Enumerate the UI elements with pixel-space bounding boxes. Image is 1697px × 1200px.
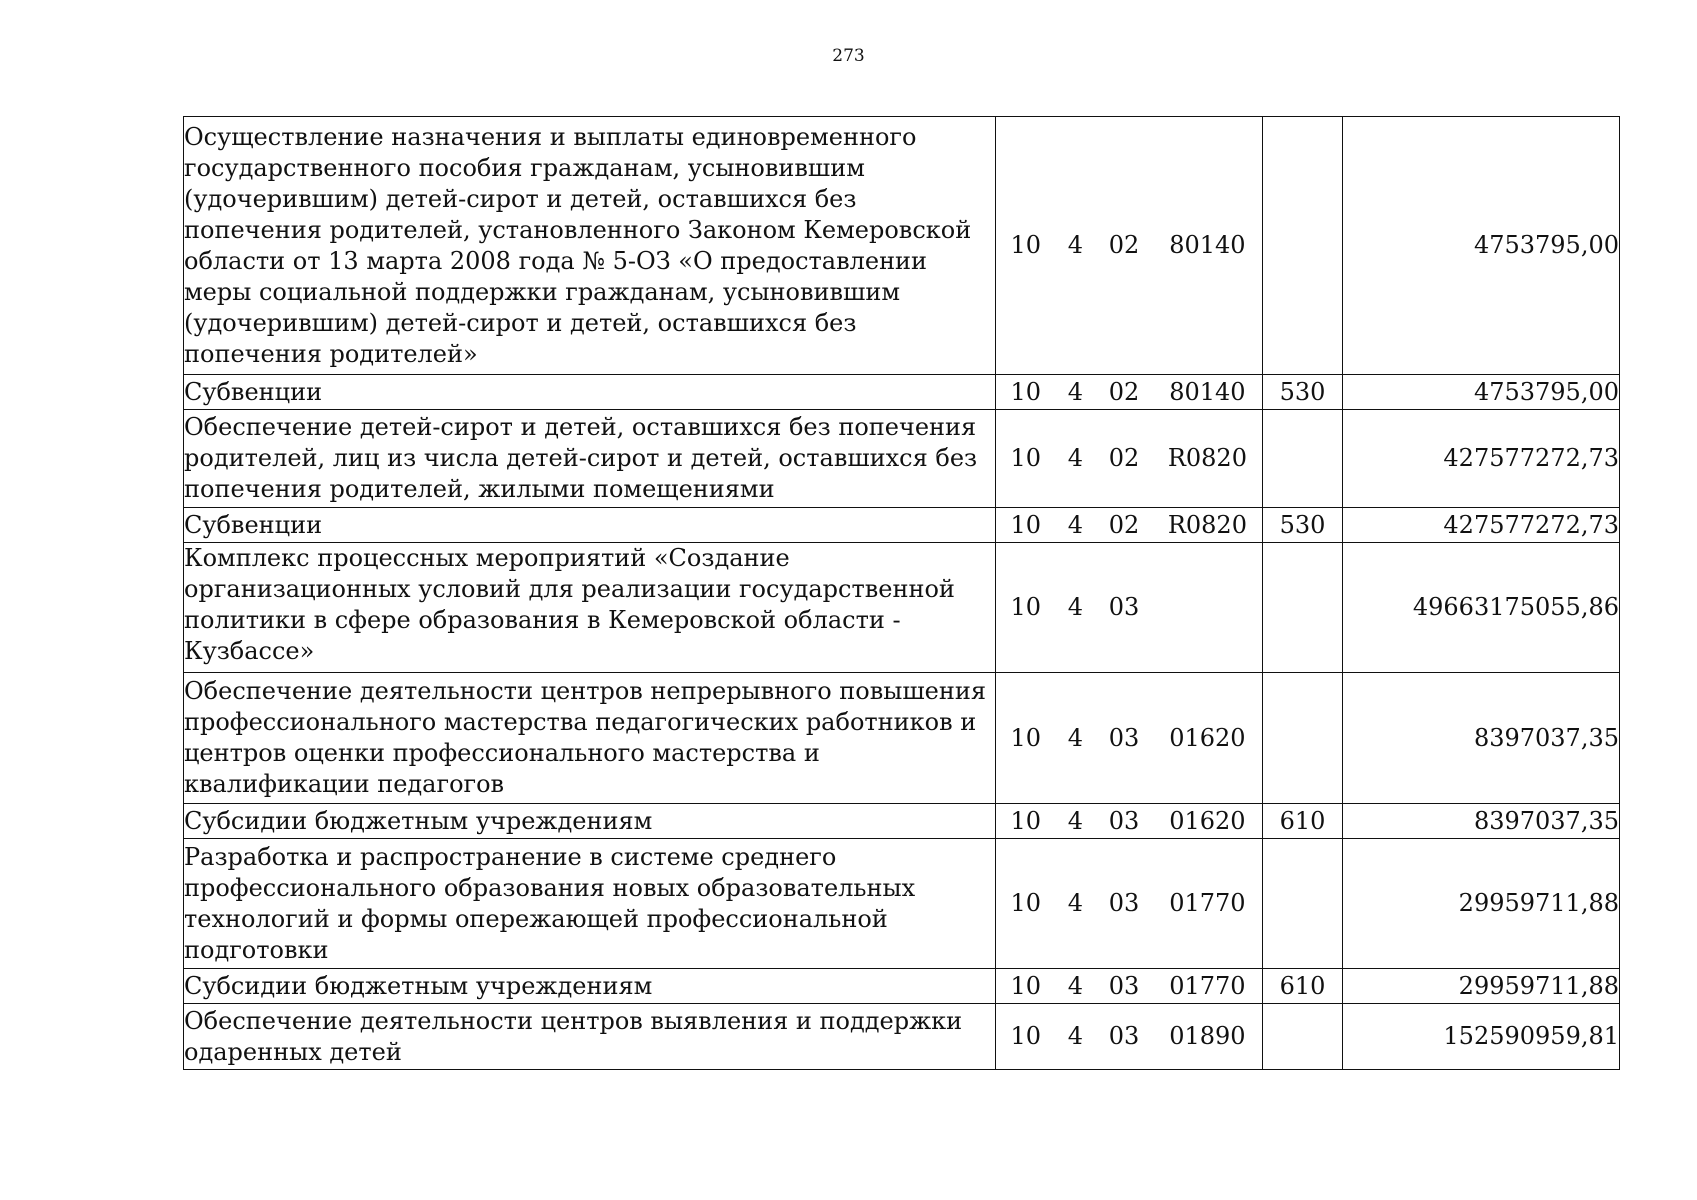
table-row [184, 839, 1620, 969]
page-number: 273 [832, 46, 865, 66]
row-name: Комплекс процессных мероприятий «Создание организационных условий для реализации государственной политики в сфере образования в Кемеровской области - Кузбассе» [184, 543, 996, 673]
direction-code: 01770 [1169, 971, 1246, 1000]
expense-type-code: 530 [1263, 375, 1343, 410]
program-code: 03 [1108, 1022, 1140, 1050]
subsection-code: 4 [1067, 593, 1084, 621]
direction-code: R0820 [1167, 444, 1247, 472]
program-code: 02 [1108, 231, 1140, 259]
amount: 29959711,88 [1343, 969, 1620, 1004]
direction-code: 80140 [1169, 231, 1246, 259]
expense-type-code [1263, 410, 1343, 508]
amount: 4753795,00 [1343, 117, 1620, 375]
expense-type-code [1263, 543, 1343, 673]
amount: 8397037,35 [1343, 804, 1620, 839]
row-name: Обеспечение детей-сирот и детей, оставшихся без попечения родителей, лиц из числа детей-сирот и детей, оставшихся без попечения родителей, жилыми помещениями [184, 410, 996, 508]
amount: 427577272,73 [1343, 410, 1620, 508]
direction-code: 80140 [1169, 377, 1246, 406]
direction-code: R0820 [1167, 510, 1247, 539]
row-name: Обеспечение деятельности центров выявления и поддержки одаренных детей [184, 1004, 996, 1070]
row-codes [996, 543, 1263, 673]
row-codes [996, 839, 1263, 969]
direction-code: 01770 [1169, 889, 1246, 917]
amount: 152590959,81 [1343, 1004, 1620, 1070]
row-codes [996, 375, 1263, 410]
row-name: Субвенции [184, 508, 996, 543]
amount: 8397037,35 [1343, 673, 1620, 804]
table-row [184, 543, 1620, 673]
direction-code: 01620 [1169, 723, 1246, 752]
subsection-code: 4 [1067, 971, 1084, 1000]
subsection-code: 4 [1067, 889, 1084, 917]
expense-type-code [1263, 117, 1343, 375]
subsection-code: 4 [1067, 1022, 1084, 1050]
subsection-code: 4 [1067, 806, 1084, 835]
program-code: 03 [1108, 806, 1140, 835]
program-code: 02 [1108, 377, 1140, 406]
direction-code: 01620 [1169, 806, 1246, 835]
table-row [184, 804, 1620, 839]
table-row [184, 410, 1620, 508]
row-codes [996, 410, 1263, 508]
direction-code: 01890 [1169, 1022, 1246, 1050]
table-row [184, 1004, 1620, 1070]
row-name: Субсидии бюджетным учреждениям [184, 804, 996, 839]
amount: 49663175055,86 [1343, 543, 1620, 673]
row-codes [996, 804, 1263, 839]
expense-type-code [1263, 673, 1343, 804]
program-code: 03 [1108, 971, 1140, 1000]
subsection-code: 4 [1067, 377, 1084, 406]
section-code: 10 [1010, 971, 1042, 1000]
expense-type-code: 610 [1263, 804, 1343, 839]
subsection-code: 4 [1067, 231, 1084, 259]
program-code: 03 [1108, 889, 1140, 917]
table-row [184, 673, 1620, 804]
table-row [184, 508, 1620, 543]
program-code: 02 [1108, 444, 1140, 472]
amount: 427577272,73 [1343, 508, 1620, 543]
section-code: 10 [1010, 889, 1042, 917]
expense-type-code [1263, 1004, 1343, 1070]
section-code: 10 [1010, 510, 1042, 539]
section-code: 10 [1010, 231, 1042, 259]
row-name: Субвенции [184, 375, 996, 410]
section-code: 10 [1010, 806, 1042, 835]
program-code: 02 [1108, 510, 1140, 539]
row-codes [996, 117, 1263, 375]
table-row [184, 375, 1620, 410]
amount: 29959711,88 [1343, 839, 1620, 969]
section-code: 10 [1010, 1022, 1042, 1050]
section-code: 10 [1010, 444, 1042, 472]
expense-type-code: 610 [1263, 969, 1343, 1004]
section-code: 10 [1010, 723, 1042, 752]
table-row [184, 969, 1620, 1004]
row-codes [996, 673, 1263, 804]
section-code: 10 [1010, 593, 1042, 621]
subsection-code: 4 [1067, 510, 1084, 539]
expense-type-code: 530 [1263, 508, 1343, 543]
row-name: Осуществление назначения и выплаты единовременного государственного пособия гражданам, усыновившим (удочерившим) детей-сирот и детей, оставшихся без попечения родителей, установленного Законом Кемеровской области от 13 марта 2008 года № 5-ОЗ «О предоставлении меры социальной поддержки гражданам, усыновившим (удочерившим) детей-сирот и детей, оставшихся без попечения родителей» [184, 117, 996, 375]
budget-table [183, 116, 1620, 1070]
table-row [184, 117, 1620, 375]
expense-type-code [1263, 839, 1343, 969]
row-codes [996, 1004, 1263, 1070]
subsection-code: 4 [1067, 444, 1084, 472]
program-code: 03 [1108, 723, 1140, 752]
row-codes [996, 508, 1263, 543]
row-name: Обеспечение деятельности центров непрерывного повышения профессионального мастерства педагогических работников и центров оценки профессионального мастерства и квалификации педагогов [184, 673, 996, 804]
section-code: 10 [1010, 377, 1042, 406]
row-name: Субсидии бюджетным учреждениям [184, 969, 996, 1004]
row-name: Разработка и распространение в системе среднего профессионального образования новых образовательных технологий и формы опережающей профессиональной подготовки [184, 839, 996, 969]
amount: 4753795,00 [1343, 375, 1620, 410]
subsection-code: 4 [1067, 723, 1084, 752]
row-codes [996, 969, 1263, 1004]
program-code: 03 [1108, 593, 1140, 621]
